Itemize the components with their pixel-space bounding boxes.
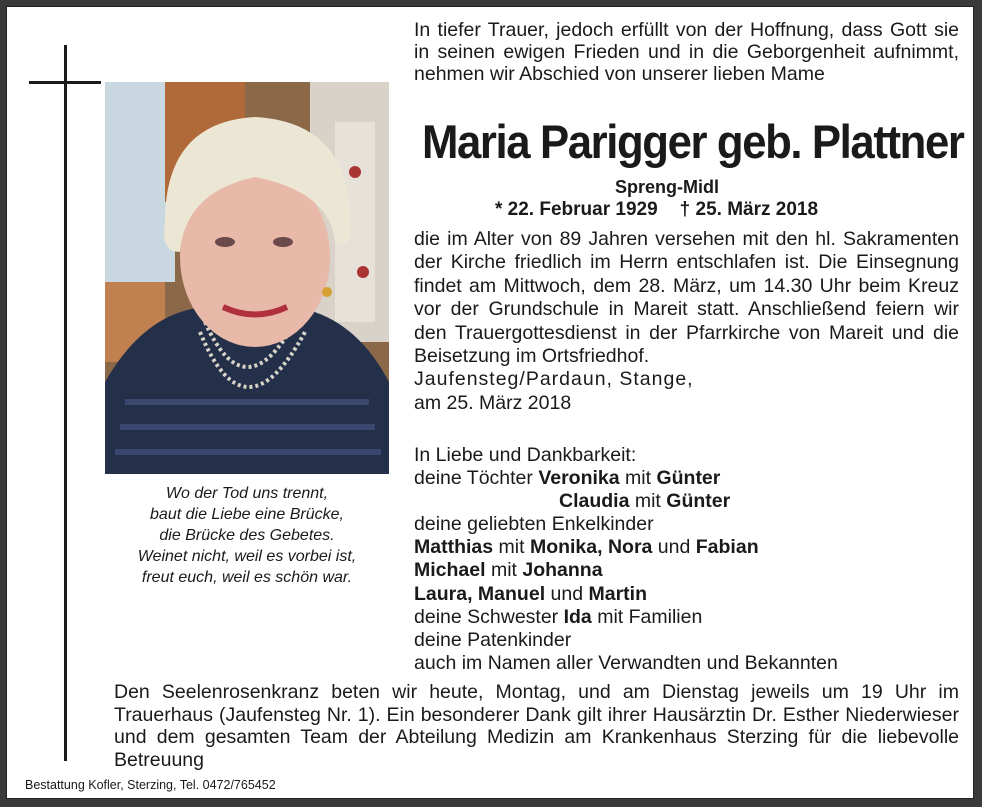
obituary-page [6, 6, 974, 799]
poem-line: Weinet nicht, weil es vorbei ist, [137, 548, 357, 565]
funeral-home-footer: Bestattung Kofler, Sterzing, Tel. 0472/765452 [25, 778, 276, 792]
family-line: Michael mit Johanna [414, 559, 603, 582]
poem-line: baut die Liebe eine Brücke, [150, 506, 344, 523]
announcement-place: Jaufensteg/Pardaun, Stange, [414, 368, 694, 391]
poem-line: freut euch, weil es schön war. [141, 569, 353, 586]
cross-icon [64, 45, 67, 761]
family-line: deine Patenkinder [414, 628, 572, 651]
family-line: Laura, Manuel und Martin [414, 582, 647, 605]
family-list [414, 444, 959, 675]
family-line: deine geliebten Enkelkinder [414, 513, 654, 536]
family-line: Matthias mit Monika, Nora und Fabian [414, 536, 759, 559]
rosary-notice: Den Seelenrosenkranz beten wir heute, Montag, und am Dienstag jeweils um 19 Uhr im Trauerhaus (Jaufensteg Nr. 1). Ein besonderer Dank gilt ihrer Hausärztin Dr. Esther Niederwieser und dem gesamten Team der Abteilung Medizin am Krankenhaus Sterzing für die liebevolle Betreuung [114, 681, 959, 771]
family-line: deine Töchter Veronika mit Günter [414, 467, 721, 490]
life-dates [495, 198, 895, 222]
poem-line: Wo der Tod uns trennt, [165, 485, 329, 502]
poem-line: die Brücke des Gebetes. [159, 527, 335, 544]
birth-date: * 22. Februar 1929 [495, 199, 658, 220]
family-line: deine Schwester Ida mit Familien [414, 605, 703, 628]
announcement-date: am 25. März 2018 [414, 391, 572, 414]
family-line: In Liebe und Dankbarkeit: [414, 444, 637, 466]
family-line: Claudia mit Günter [559, 490, 731, 513]
announcement [414, 228, 959, 415]
cross-icon-bar [29, 81, 101, 84]
portrait-photo [105, 82, 389, 474]
family-line: auch im Namen aller Verwandten und Bekannten [414, 651, 838, 674]
deceased-name: Maria Parigger geb. Plattner [422, 115, 964, 168]
death-date: † 25. März 2018 [679, 199, 819, 220]
deceased-nickname: Spreng-Midl [615, 177, 719, 197]
intro-text: In tiefer Trauer, jedoch erfüllt von der Hoffnung, dass Gott sie in seinen ewigen Frieden und in die Geborgenheit aufnimmt, nehmen wir Abschied von unserer lieben Mame [414, 19, 959, 85]
memorial-poem [105, 483, 389, 588]
announcement-text: die im Alter von 89 Jahren versehen mit den hl. Sakramenten der Kirche friedlich im Herrn entschlafen ist. Die Einsegnung findet am Mittwoch, dem 28. März, um 14.30 Uhr beim Kreuz vor der Grundschule in Mareit statt. Anschließend feiern wir den Trauergottesdienst in der Pfarrkirche von Mareit und die Beisetzung im Ortsfriedhof. [414, 228, 959, 368]
